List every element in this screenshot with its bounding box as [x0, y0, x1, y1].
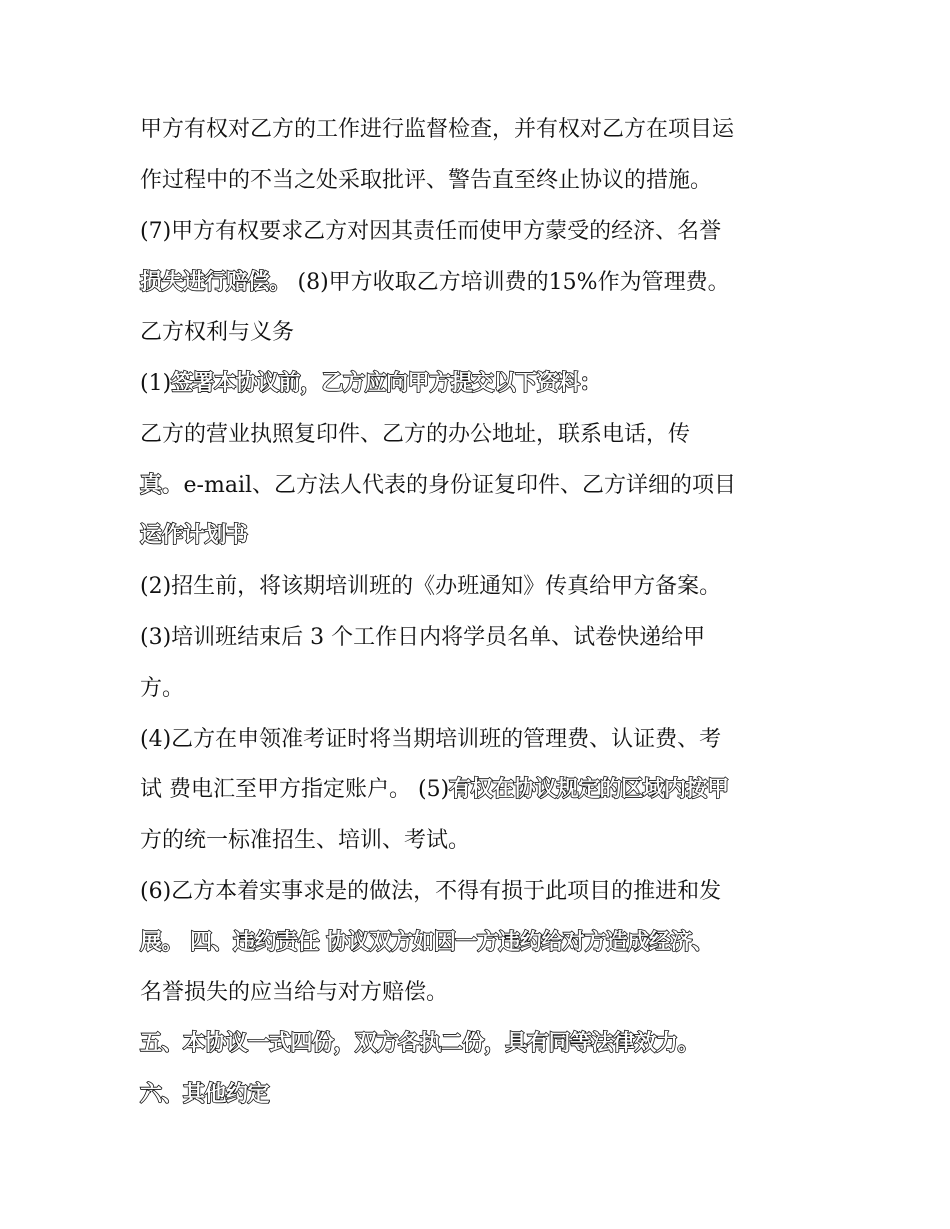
text-line-2 [140, 166, 830, 196]
text-segment: (8)甲方收取乙方培训费的15%作为管理费。 [290, 270, 730, 295]
text-segment: (4)乙方在申领准考证时将当期培训班的管理费、认证费、考 [140, 727, 722, 752]
text-segment: (7)甲方有权要求乙方对因其责任而使甲方蒙受的经济、名誉 [140, 219, 722, 244]
text-segment: (2)招生前，将该期培训班的《办班通知》传真给甲方备案。 [140, 574, 722, 599]
section-heading [140, 318, 830, 348]
text-segment: 名誉损失的应当给与对方赔偿。 [140, 980, 449, 1005]
text-line-11 [140, 623, 830, 653]
text-line-10 [140, 572, 830, 602]
text-segment: 试 费电汇至甲方指定账户。 (5) [140, 777, 450, 802]
text-segment: 方的统一标准招生、培训、考试。 [140, 828, 471, 853]
text-line-13 [140, 725, 830, 755]
text-line-12 [140, 674, 830, 704]
text-line-14 [140, 775, 830, 805]
text-segment: 。e-mail、乙方法人代表的身份证复印件、乙方详细的项目 [161, 473, 737, 498]
text-line-6 [140, 369, 830, 399]
text-segment: 乙方的营业执照复印件、乙方的办公地址，联系电话，传 [140, 422, 691, 447]
outlined-text-segment: 损失进行赔偿。 [140, 270, 291, 295]
text-segment: 作过程中的不当之处采取批评、警告直至终止协议的措施。 [140, 168, 713, 193]
text-line-4 [140, 268, 830, 298]
outlined-text-segment: 运作计划书 [140, 523, 248, 548]
outlined-text-segment: 有权在协议规定的区域内按甲 [449, 777, 729, 802]
text-line-8 [140, 471, 830, 501]
outlined-text-segment: 签署本协议前，乙方应向甲方提交以下资料： [171, 371, 602, 396]
text-line-15 [140, 826, 830, 856]
text-line-1 [140, 115, 830, 145]
text-segment: (6)乙方本着实事求是的做法，不得有损于此项目的推进和发 [140, 879, 722, 904]
text-line-3 [140, 217, 830, 247]
outlined-text-segment: 六、其他约定 [140, 1082, 270, 1107]
outlined-text-segment: 展。 四、违约责任 协议双方如因一方违约给对方造成经济、 [140, 930, 714, 955]
text-segment: (3)培训班结束后 3 个工作日内将学员名单、试卷快递给甲 [140, 625, 706, 650]
text-segment: 乙方权利与义务 [140, 320, 295, 345]
text-line-19 [140, 1029, 830, 1059]
outlined-text-segment: 五、本协议一式四份，双方各执二份，具有同等法律效力。 [140, 1031, 700, 1056]
text-segment: 方。 [140, 676, 185, 701]
text-line-18 [140, 978, 830, 1008]
text-line-20 [140, 1080, 830, 1110]
text-segment: (1) [140, 371, 172, 396]
text-line-16 [140, 877, 830, 907]
text-line-17 [140, 928, 830, 958]
outlined-text-segment: 真 [140, 473, 162, 498]
text-line-9 [140, 521, 830, 551]
text-segment: 甲方有权对乙方的工作进行监督检查，并有权对乙方在项目运 [140, 117, 735, 142]
text-line-7 [140, 420, 830, 450]
